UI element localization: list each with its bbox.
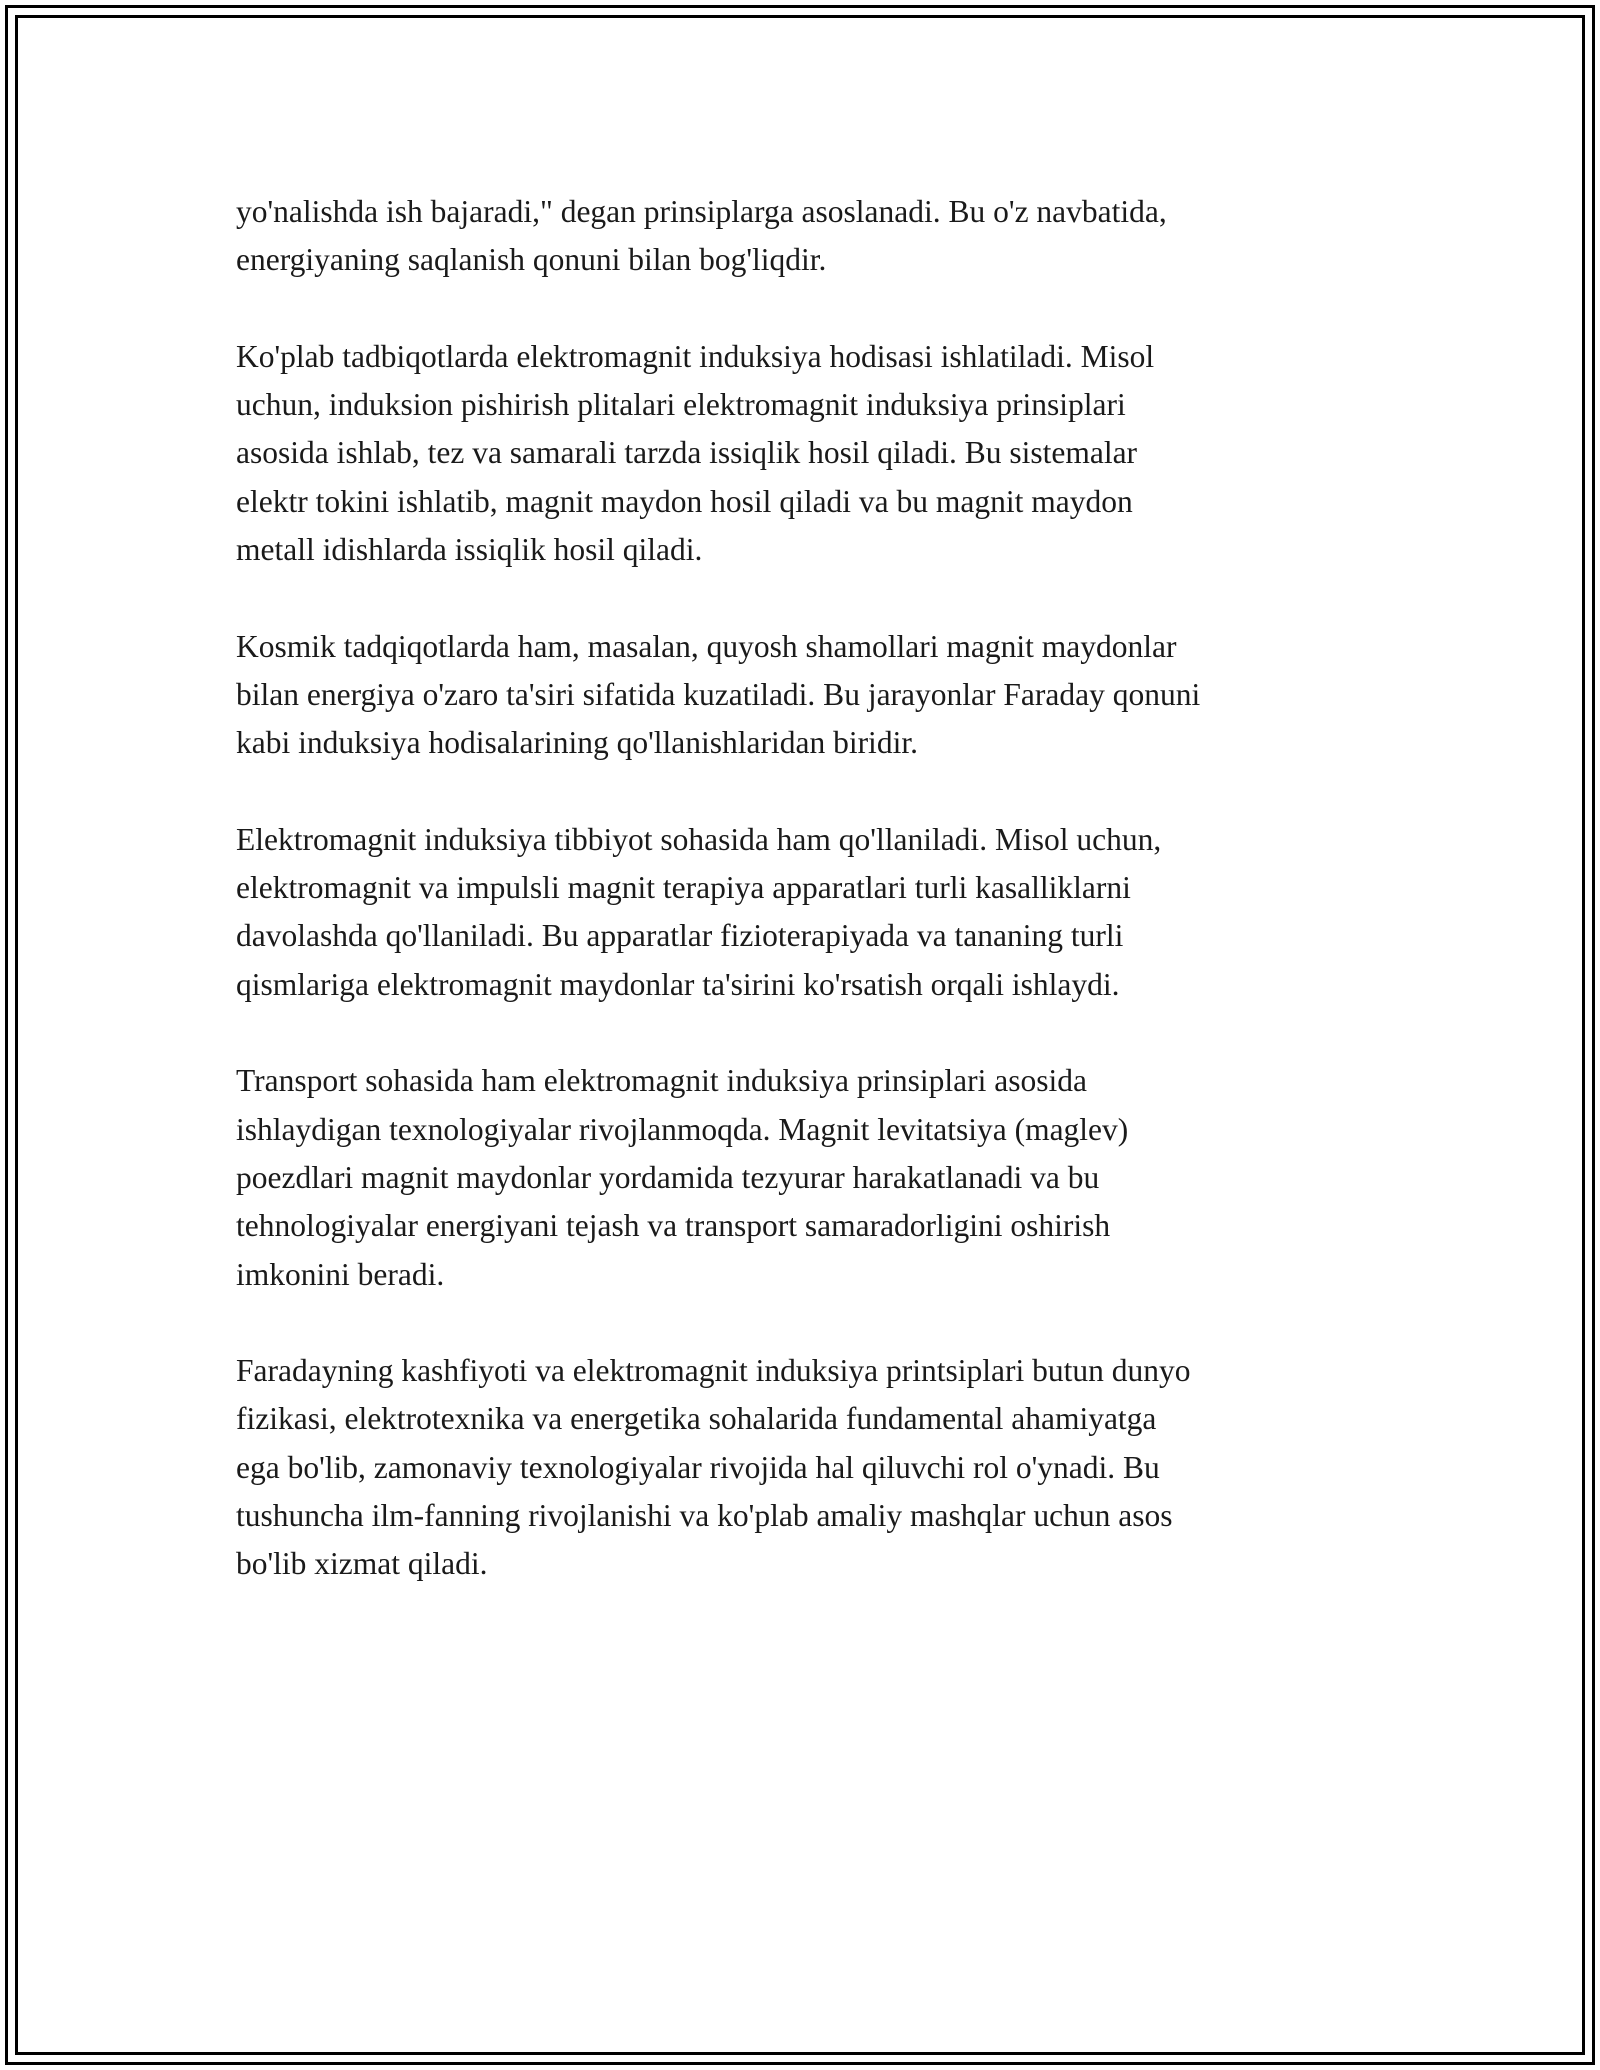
document-body	[236, 188, 1376, 1637]
paragraph-conclusion: Faradayning kashfiyoti va elektromagnit induksiya printsiplari butun dunyo fizikasi, elektrotexnika va energetika sohalarida fundamental ahamiyatga ega bo'lib, zamonaviy texnologiyalar rivojida hal qiluvchi rol o'ynadi. Bu tushuncha ilm-fanning rivojlanishi va ko'plab amaliy mashqlar uchun asos bo'lib xizmat qiladi.	[236, 1353, 1191, 1582]
paragraph-medicine: Elektromagnit induksiya tibbiyot sohasida ham qo'llaniladi. Misol uchun, elektromagnit va impulsli magnit terapiya apparatlari turli kasalliklarni davolashda qo'llaniladi. Bu apparatlar fizioterapiyada va tananing turli qismlariga elektromagnit maydonlar ta'sirini ko'rsatish orqali ishlaydi.	[236, 821, 1162, 1002]
paragraph-transport: Transport sohasida ham elektromagnit induksiya prinsiplari asosida ishlaydigan texnologiyalar rivojlanmoqda. Magnit levitatsiya (maglev) poezdlari magnit maydonlar yordamida tezyurar harakatlanadi va bu tehnologiyalar energiyani tejash va transport samaradorligini oshirish imkonini beradi.	[236, 1063, 1129, 1292]
paragraph-work-principle: yo'nalishda ish bajaradi," degan prinsiplarga asoslanadi. Bu o'z navbatida, energiyaning saqlanish qonuni bilan bog'liqdir.	[236, 194, 1167, 278]
paragraph-induction-cooking: Ko'plab tadbiqotlarda elektromagnit induksiya hodisasi ishlatiladi. Misol uchun, induksion pishirish plitalari elektromagnit induksiya prinsiplari asosida ishlab, tez va samarali tarzda issiqlik hosil qiladi. Bu sistemalar elektr tokini ishlatib, magnit maydon hosil qiladi va bu magnit maydon metall idishlarda issiqlik hosil qiladi.	[236, 338, 1155, 568]
paragraph-space-research: Kosmik tadqiqotlarda ham, masalan, quyosh shamollari magnit maydonlar bilan energiya o'zaro ta'siri sifatida kuzatiladi. Bu jarayonlar Faraday qonuni kabi induksiya hodisalarining qo'llanishlaridan biridir.	[236, 628, 1201, 761]
